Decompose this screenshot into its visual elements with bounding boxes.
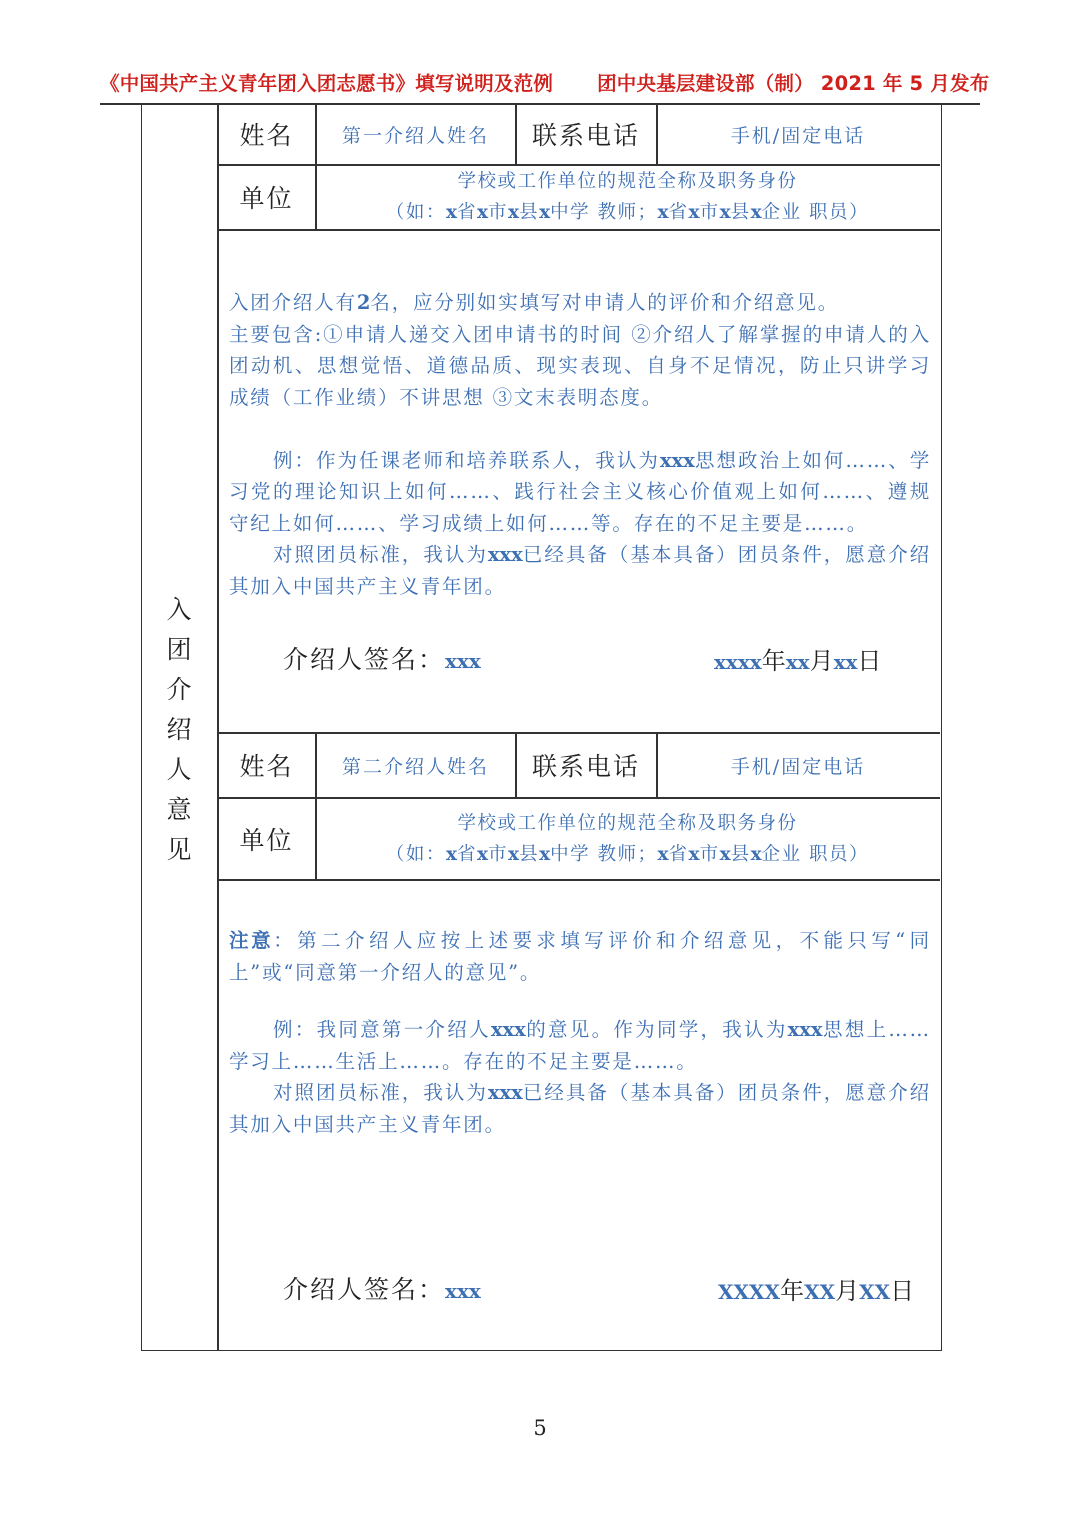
example-paragraph: 例：作为任课老师和培养联系人，我认为xxx思想政治上如何……、学习党的理论知识上如何……、践行社会主义核心价值观上如何……、遵规守纪上如何……、学习成绩上如何……等。存在的不足主要是……。: [229, 448, 931, 535]
side-label-char: 人: [166, 755, 192, 784]
instruction-paragraph: 入团介绍人有2名，应分别如实填写对申请人的评价和介绍意见。: [229, 291, 839, 314]
side-label-introducer-opinion: [141, 590, 217, 870]
name-label: 姓名: [239, 121, 294, 150]
phone-label: 联系电话: [531, 121, 640, 150]
introducer1-phone-field[interactable]: 手机/固定电话: [730, 124, 866, 147]
name-label: 姓名: [239, 752, 294, 781]
side-label-char: 团: [166, 635, 192, 664]
introducer2-opinion-text[interactable]: [229, 925, 931, 1140]
row-divider: [217, 879, 940, 881]
unit-hint-line2: （如：x省x市x县x中学 教师；x省x市x县x企业 职员）: [385, 202, 870, 223]
unit-hint-line1: 学校或工作单位的规范全称及职务身份: [457, 171, 798, 192]
introducer1-date[interactable]: xxxx年xx月xx日: [714, 647, 882, 675]
row-divider: [217, 229, 940, 231]
introducer2-unit-field[interactable]: [316, 798, 939, 879]
side-column-divider: [217, 104, 219, 1350]
header-title: 《中国共产主义青年团入团志愿书》填写说明及范例: [100, 72, 554, 95]
introducer1-opinion-text[interactable]: [229, 287, 931, 602]
side-label-char: 绍: [166, 715, 192, 744]
example-paragraph: 例：我同意第一介绍人xxx的意见。作为同学，我认为xxx思想上……学习上……生活上……。存在的不足主要是……。: [229, 1018, 931, 1073]
instruction-contents: 主要包含:①申请人递交入团申请书的时间 ②介绍人了解掌握的申请人的入团动机、思想觉悟、道德品质、现实表现、自身不足情况，防止只讲学习成绩（工作业绩）不讲思想 ③文末表明态度。: [229, 322, 931, 409]
introducer2-date[interactable]: XXXX年XX月XX日: [718, 1277, 915, 1305]
side-label-char: 入: [166, 595, 192, 624]
document-header: [100, 68, 990, 96]
introducer2-name-field[interactable]: 第二介绍人姓名: [341, 755, 489, 778]
side-label-char: 介: [166, 675, 192, 704]
unit-label: 单位: [239, 825, 294, 855]
unit-hint-line2: （如：x省x市x县x中学 教师；x省x市x县x企业 职员）: [385, 843, 870, 865]
introducer1-unit-field[interactable]: [316, 165, 939, 229]
unit-hint-line1: 学校或工作单位的规范全称及职务身份: [457, 812, 798, 834]
introducer2-signature[interactable]: 介绍人签名：xxx: [283, 1275, 481, 1304]
introducer1-signature[interactable]: 介绍人签名：xxx: [283, 645, 481, 674]
note-paragraph: 注意：第二介绍人应按上述要求填写评价和介绍意见，不能只写“同上”或“同意第一介绍人的意见”。: [229, 929, 931, 984]
conclusion-paragraph: 对照团员标准，我认为xxx已经具备（基本具备）团员条件，愿意介绍其加入中国共产主义青年团。: [229, 543, 931, 598]
page-number: 5: [533, 1416, 547, 1440]
header-publisher: 团中央基层建设部（制） 2021 年 5 月发布: [597, 72, 990, 95]
side-label-char: 见: [166, 835, 192, 864]
note-label: 注意: [229, 929, 274, 952]
phone-label: 联系电话: [531, 752, 640, 781]
introducer1-name-field[interactable]: 第一介绍人姓名: [341, 124, 489, 147]
introducer2-phone-field[interactable]: 手机/固定电话: [730, 755, 866, 778]
conclusion-paragraph: 对照团员标准，我认为xxx已经具备（基本具备）团员条件，愿意介绍其加入中国共产主义青年团。: [229, 1081, 931, 1136]
side-label-char: 意: [166, 795, 192, 824]
unit-label: 单位: [239, 184, 294, 213]
